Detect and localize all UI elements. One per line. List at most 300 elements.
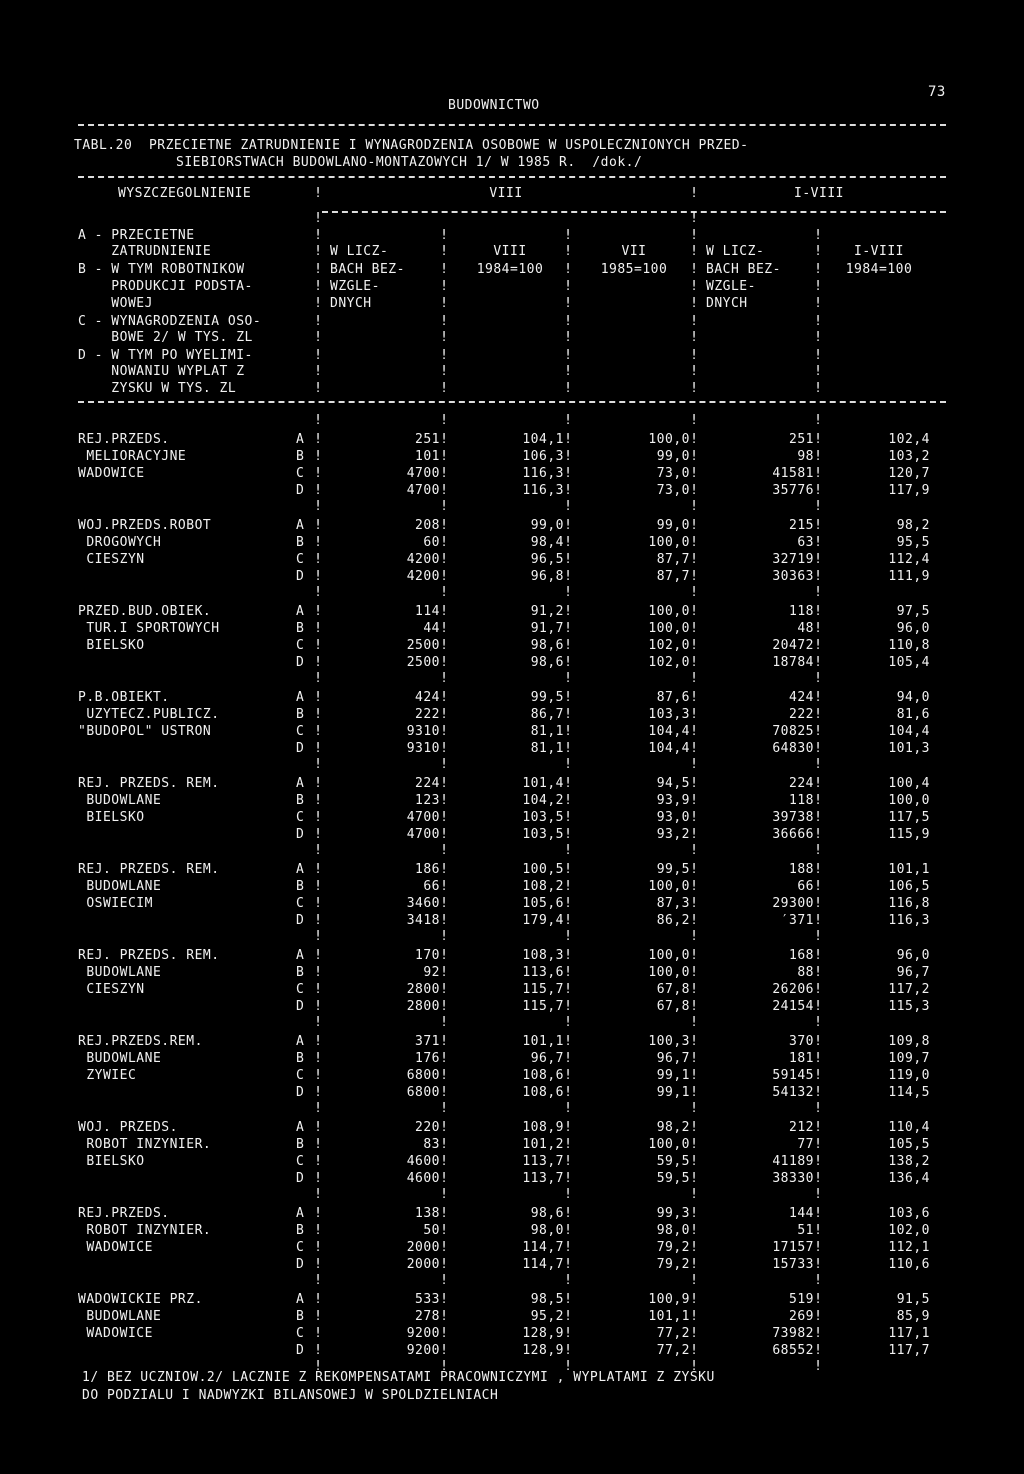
- table-cell: 101: [415, 449, 440, 464]
- header-top-rule: [78, 176, 946, 178]
- table-cell: 96,7: [530, 1051, 564, 1066]
- column-heading: 1984=100: [476, 262, 544, 277]
- table-cell: 104,2: [522, 793, 564, 808]
- column-separator: !: [814, 1051, 822, 1066]
- table-cell: 44: [423, 621, 440, 636]
- enterprise-name: ZYWIEC: [78, 1068, 137, 1083]
- column-separator: !: [564, 621, 572, 636]
- table-cell: 118: [789, 793, 814, 808]
- table-cell: 87,6: [656, 690, 690, 705]
- row-code: A: [296, 604, 305, 619]
- column-separator: !: [314, 810, 322, 825]
- column-separator: !: [314, 1120, 322, 1135]
- table-cell: 93,9: [656, 793, 690, 808]
- enterprise-name: CIESZYN: [78, 982, 145, 997]
- row-code: C: [296, 466, 305, 481]
- enterprise-name: MELIORACYJNE: [78, 449, 187, 464]
- legend-line: WYSZCZEGOLNIENIE: [118, 186, 252, 201]
- column-separator: !: [314, 690, 322, 705]
- table-cell: 94,5: [656, 776, 690, 791]
- table-cell: 100,5: [522, 862, 564, 877]
- table-cell: 215: [789, 518, 814, 533]
- table-cell: 51: [797, 1223, 814, 1238]
- column-separator: !: [314, 381, 322, 396]
- column-separator: !: [690, 449, 698, 464]
- column-separator: !: [440, 827, 448, 842]
- table-cell: 371: [415, 1034, 440, 1049]
- column-separator: !: [440, 1273, 448, 1288]
- column-separator: !: [314, 862, 322, 877]
- column-separator: !: [814, 707, 822, 722]
- column-separator: !: [690, 1359, 698, 1374]
- column-separator: !: [440, 244, 448, 259]
- column-separator: !: [314, 965, 322, 980]
- column-separator: !: [440, 929, 448, 944]
- row-code: B: [296, 707, 305, 722]
- enterprise-name: WOJ.PRZEDS.ROBOT: [78, 518, 212, 533]
- column-separator: !: [814, 228, 822, 243]
- column-separator: !: [440, 621, 448, 636]
- column-separator: !: [564, 348, 572, 363]
- table-cell: 100,0: [648, 604, 690, 619]
- page-number: 73: [928, 84, 946, 100]
- column-separator: !: [314, 757, 322, 772]
- table-cell: 81,6: [896, 707, 930, 722]
- table-cell: 113,7: [522, 1171, 564, 1186]
- column-separator: !: [690, 929, 698, 944]
- column-separator: !: [314, 1240, 322, 1255]
- table-cell: 181: [789, 1051, 814, 1066]
- column-separator: !: [690, 707, 698, 722]
- column-separator: !: [314, 499, 322, 514]
- column-separator: !: [690, 262, 698, 277]
- column-separator: !: [690, 638, 698, 653]
- column-separator: !: [314, 948, 322, 963]
- table-cell: 99,0: [530, 518, 564, 533]
- column-separator: !: [564, 569, 572, 584]
- table-cell: 104,1: [522, 432, 564, 447]
- column-separator: !: [690, 348, 698, 363]
- column-separator: !: [814, 741, 822, 756]
- column-heading: DNYCH: [706, 296, 748, 311]
- column-separator: !: [814, 621, 822, 636]
- column-separator: !: [690, 1034, 698, 1049]
- column-separator: !: [314, 186, 322, 201]
- column-heading: W LICZ-: [706, 244, 765, 259]
- column-separator: !: [440, 466, 448, 481]
- column-separator: !: [564, 843, 572, 858]
- column-separator: !: [314, 296, 322, 311]
- enterprise-name: REJ. PRZEDS. REM.: [78, 948, 220, 963]
- column-heading: VIII: [493, 244, 527, 259]
- table-cell: 87,3: [656, 896, 690, 911]
- table-cell: 104,4: [888, 724, 930, 739]
- column-separator: !: [690, 483, 698, 498]
- row-code: D: [296, 741, 305, 756]
- enterprise-name: BUDOWLANE: [78, 1309, 162, 1324]
- column-separator: !: [564, 896, 572, 911]
- column-separator: !: [440, 413, 448, 428]
- table-cell: 424: [415, 690, 440, 705]
- column-separator: !: [564, 638, 572, 653]
- column-separator: !: [314, 569, 322, 584]
- footnote-line2: DO PODZIALU I NADWYZKI BILANSOWEJ W SPOLDZIELNIACH: [82, 1388, 499, 1403]
- column-separator: !: [564, 776, 572, 791]
- enterprise-name: BUDOWLANE: [78, 1051, 162, 1066]
- column-separator: !: [814, 1326, 822, 1341]
- row-code: C: [296, 552, 305, 567]
- column-separator: !: [314, 279, 322, 294]
- row-code: B: [296, 535, 305, 550]
- column-heading: 1985=100: [600, 262, 668, 277]
- column-separator: !: [814, 776, 822, 791]
- row-code: D: [296, 1085, 305, 1100]
- group-rule: [322, 211, 946, 213]
- table-cell: 102,0: [648, 655, 690, 670]
- column-separator: !: [690, 228, 698, 243]
- legend-line: PRODUKCJI PODSTA-: [78, 279, 253, 294]
- row-code: A: [296, 690, 305, 705]
- table-cell: 32719: [772, 552, 814, 567]
- column-separator: !: [440, 1015, 448, 1030]
- column-separator: !: [814, 1120, 822, 1135]
- column-separator: !: [314, 1154, 322, 1169]
- table-cell: 4200: [406, 569, 440, 584]
- table-cell: 170: [415, 948, 440, 963]
- table-cell: 9310: [406, 741, 440, 756]
- column-separator: !: [690, 862, 698, 877]
- table-cell: 39738: [772, 810, 814, 825]
- table-cell: 6800: [406, 1085, 440, 1100]
- column-separator: !: [690, 499, 698, 514]
- enterprise-name: BUDOWLANE: [78, 793, 162, 808]
- column-separator: !: [564, 999, 572, 1014]
- table-cell: 109,7: [888, 1051, 930, 1066]
- enterprise-name: WADOWICE: [78, 466, 145, 481]
- table-cell: 77: [797, 1137, 814, 1152]
- column-separator: !: [564, 724, 572, 739]
- enterprise-name: REJ.PRZEDS.REM.: [78, 1034, 203, 1049]
- column-heading: I-VIII: [854, 244, 904, 259]
- column-separator: !: [314, 776, 322, 791]
- column-separator: !: [440, 793, 448, 808]
- column-separator: !: [440, 999, 448, 1014]
- row-code: D: [296, 1343, 305, 1358]
- column-separator: !: [814, 757, 822, 772]
- column-separator: !: [690, 999, 698, 1014]
- column-separator: !: [314, 348, 322, 363]
- column-separator: !: [690, 1051, 698, 1066]
- column-separator: !: [690, 671, 698, 686]
- column-separator: !: [314, 1309, 322, 1324]
- column-separator: !: [440, 262, 448, 277]
- column-separator: !: [314, 518, 322, 533]
- section-header: BUDOWNICTWO: [448, 98, 540, 113]
- column-separator: !: [440, 741, 448, 756]
- table-cell: 66: [797, 879, 814, 894]
- column-separator: !: [814, 827, 822, 842]
- column-separator: !: [314, 1068, 322, 1083]
- table-cell: 103,6: [888, 1206, 930, 1221]
- column-separator: !: [440, 707, 448, 722]
- column-separator: !: [564, 879, 572, 894]
- column-separator: !: [564, 279, 572, 294]
- column-separator: !: [814, 982, 822, 997]
- column-separator: !: [440, 638, 448, 653]
- table-cell: 59145: [772, 1068, 814, 1083]
- column-separator: !: [314, 535, 322, 550]
- table-cell: 117,5: [888, 810, 930, 825]
- column-separator: !: [564, 466, 572, 481]
- column-separator: !: [314, 1292, 322, 1307]
- column-separator: !: [314, 1171, 322, 1186]
- table-cell: 9310: [406, 724, 440, 739]
- table-cell: 95,2: [530, 1309, 564, 1324]
- column-separator: !: [564, 1292, 572, 1307]
- table-cell: 114: [415, 604, 440, 619]
- column-separator: !: [814, 793, 822, 808]
- column-separator: !: [440, 585, 448, 600]
- column-separator: !: [440, 1068, 448, 1083]
- table-cell: 73982: [772, 1326, 814, 1341]
- column-separator: !: [690, 314, 698, 329]
- table-cell: 103,5: [522, 827, 564, 842]
- row-code: D: [296, 1171, 305, 1186]
- table-cell: 138: [415, 1206, 440, 1221]
- column-separator: !: [440, 535, 448, 550]
- column-separator: !: [814, 724, 822, 739]
- table-cell: 98,4: [530, 535, 564, 550]
- column-separator: !: [440, 671, 448, 686]
- table-cell: 63: [797, 535, 814, 550]
- enterprise-name: PRZED.BUD.OBIEK.: [78, 604, 212, 619]
- table-cell: 120,7: [888, 466, 930, 481]
- column-separator: !: [440, 1187, 448, 1202]
- column-separator: !: [690, 1240, 698, 1255]
- column-separator: !: [440, 518, 448, 533]
- column-separator: !: [440, 879, 448, 894]
- column-separator: !: [814, 449, 822, 464]
- column-separator: !: [564, 810, 572, 825]
- column-separator: !: [314, 314, 322, 329]
- row-code: C: [296, 810, 305, 825]
- column-separator: !: [440, 1085, 448, 1100]
- table-cell: 96,7: [656, 1051, 690, 1066]
- column-separator: !: [690, 879, 698, 894]
- column-separator: !: [440, 1292, 448, 1307]
- column-separator: !: [440, 965, 448, 980]
- table-cell: 79,2: [656, 1257, 690, 1272]
- column-separator: !: [314, 1101, 322, 1116]
- table-cell: 99,5: [530, 690, 564, 705]
- column-separator: !: [814, 690, 822, 705]
- table-cell: 222: [789, 707, 814, 722]
- table-cell: 108,2: [522, 879, 564, 894]
- enterprise-name: BUDOWLANE: [78, 879, 162, 894]
- column-separator: !: [314, 999, 322, 1014]
- column-separator: !: [314, 1257, 322, 1272]
- column-separator: !: [314, 413, 322, 428]
- table-cell: 186: [415, 862, 440, 877]
- table-cell: 98,6: [530, 638, 564, 653]
- column-separator: !: [564, 381, 572, 396]
- column-separator: !: [814, 965, 822, 980]
- column-separator: !: [690, 552, 698, 567]
- column-separator: !: [690, 466, 698, 481]
- table-cell: 100,9: [648, 1292, 690, 1307]
- column-separator: !: [690, 569, 698, 584]
- column-separator: !: [690, 1187, 698, 1202]
- table-cell: 105,5: [888, 1137, 930, 1152]
- column-separator: !: [314, 466, 322, 481]
- table-cell: 85,9: [896, 1309, 930, 1324]
- table-cell: 102,0: [888, 1223, 930, 1238]
- column-separator: !: [690, 535, 698, 550]
- header-bottom-rule: [78, 401, 946, 403]
- table-cell: 77,2: [656, 1343, 690, 1358]
- column-separator: !: [690, 518, 698, 533]
- column-separator: !: [440, 552, 448, 567]
- column-separator: !: [564, 244, 572, 259]
- column-separator: !: [314, 707, 322, 722]
- table-cell: 108,9: [522, 1120, 564, 1135]
- table-cell: 110,6: [888, 1257, 930, 1272]
- enterprise-name: REJ.PRZEDS.: [78, 432, 170, 447]
- legend-line: B - W TYM ROBOTNIKOW: [78, 262, 245, 277]
- column-separator: !: [814, 279, 822, 294]
- column-separator: !: [814, 483, 822, 498]
- row-code: A: [296, 1034, 305, 1049]
- table-cell: 15733: [772, 1257, 814, 1272]
- column-separator: !: [314, 724, 322, 739]
- table-cell: 99,5: [656, 862, 690, 877]
- column-separator: !: [440, 296, 448, 311]
- table-cell: 224: [789, 776, 814, 791]
- enterprise-name: WOJ. PRZEDS.: [78, 1120, 178, 1135]
- table-cell: 98,2: [656, 1120, 690, 1135]
- column-separator: !: [814, 569, 822, 584]
- column-separator: !: [314, 671, 322, 686]
- enterprise-name: WADOWICE: [78, 1326, 153, 1341]
- column-separator: !: [314, 330, 322, 345]
- column-separator: !: [690, 1343, 698, 1358]
- table-cell: 2800: [406, 999, 440, 1014]
- column-separator: !: [564, 1154, 572, 1169]
- table-cell: 77,2: [656, 1326, 690, 1341]
- column-separator: !: [440, 1206, 448, 1221]
- column-separator: !: [440, 724, 448, 739]
- column-separator: !: [440, 776, 448, 791]
- column-separator: !: [440, 569, 448, 584]
- column-separator: !: [440, 757, 448, 772]
- table-cell: 4600: [406, 1154, 440, 1169]
- column-separator: !: [440, 913, 448, 928]
- column-separator: !: [814, 1206, 822, 1221]
- table-cell: 103,3: [648, 707, 690, 722]
- table-cell: 17157: [772, 1240, 814, 1255]
- table-cell: 519: [789, 1292, 814, 1307]
- row-code: A: [296, 518, 305, 533]
- column-separator: !: [564, 1359, 572, 1374]
- column-separator: !: [690, 244, 698, 259]
- table-cell: 251: [415, 432, 440, 447]
- table-cell: 222: [415, 707, 440, 722]
- column-separator: !: [564, 1240, 572, 1255]
- column-separator: !: [564, 314, 572, 329]
- table-cell: 96,0: [896, 948, 930, 963]
- row-code: B: [296, 793, 305, 808]
- table-cell: 79,2: [656, 1240, 690, 1255]
- column-separator: !: [690, 810, 698, 825]
- table-cell: 96,8: [530, 569, 564, 584]
- column-separator: !: [564, 827, 572, 842]
- column-separator: !: [314, 843, 322, 858]
- table-cell: 224: [415, 776, 440, 791]
- table-cell: 128,9: [522, 1326, 564, 1341]
- table-cell: 2800: [406, 982, 440, 997]
- column-separator: !: [814, 862, 822, 877]
- column-separator: !: [690, 1206, 698, 1221]
- column-separator: !: [314, 638, 322, 653]
- column-separator: !: [314, 1034, 322, 1049]
- table-cell: 50: [423, 1223, 440, 1238]
- column-separator: !: [690, 913, 698, 928]
- column-separator: !: [564, 604, 572, 619]
- column-separator: !: [814, 1101, 822, 1116]
- table-cell: 87,7: [656, 552, 690, 567]
- table-cell: 105,6: [522, 896, 564, 911]
- column-separator: !: [440, 381, 448, 396]
- column-separator: !: [814, 364, 822, 379]
- table-cell: 370: [789, 1034, 814, 1049]
- table-cell: 59,5: [656, 1154, 690, 1169]
- table-cell: 108,3: [522, 948, 564, 963]
- column-separator: !: [314, 879, 322, 894]
- column-separator: !: [690, 1137, 698, 1152]
- column-separator: !: [314, 364, 322, 379]
- row-code: C: [296, 1240, 305, 1255]
- table-cell: 128,9: [522, 1343, 564, 1358]
- table-cell: 98,0: [530, 1223, 564, 1238]
- column-separator: !: [564, 1206, 572, 1221]
- table-cell: 98,2: [896, 518, 930, 533]
- column-separator: !: [814, 432, 822, 447]
- column-separator: !: [440, 1223, 448, 1238]
- row-code: B: [296, 1223, 305, 1238]
- column-separator: !: [814, 499, 822, 514]
- table-cell: 117,2: [888, 982, 930, 997]
- column-separator: !: [314, 741, 322, 756]
- table-cell: 103,2: [888, 449, 930, 464]
- row-code: D: [296, 1257, 305, 1272]
- column-separator: !: [440, 1240, 448, 1255]
- table-cell: 96,7: [896, 965, 930, 980]
- column-separator: !: [690, 621, 698, 636]
- row-code: D: [296, 913, 305, 928]
- table-cell: 29300: [772, 896, 814, 911]
- row-code: D: [296, 483, 305, 498]
- column-separator: !: [814, 1309, 822, 1324]
- column-separator: !: [690, 1068, 698, 1083]
- column-separator: !: [440, 432, 448, 447]
- column-separator: !: [314, 913, 322, 928]
- table-cell: 99,0: [656, 449, 690, 464]
- enterprise-name: BIELSKO: [78, 810, 145, 825]
- column-separator: !: [440, 1343, 448, 1358]
- column-separator: !: [690, 843, 698, 858]
- table-cell: 30363: [772, 569, 814, 584]
- column-separator: !: [314, 896, 322, 911]
